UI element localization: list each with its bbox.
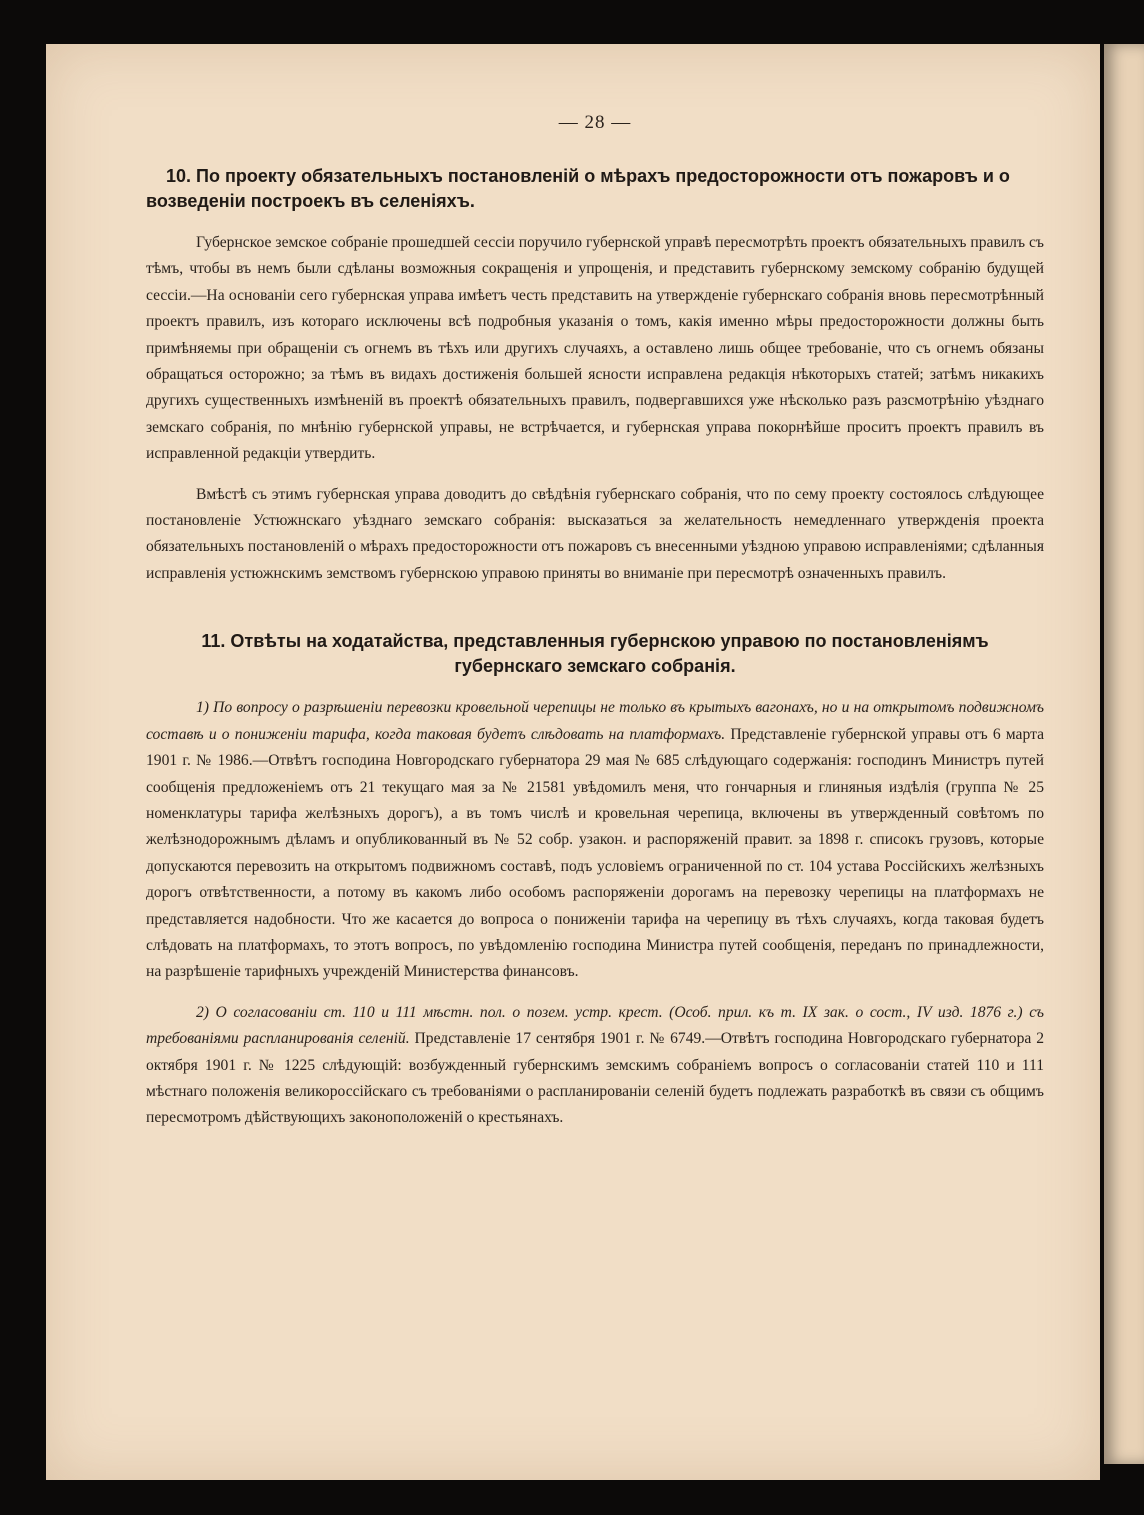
page-number: — 28 —	[558, 112, 632, 133]
section-10-paragraph-2: Вмѣстѣ съ этимъ губернская управа доводитъ до свѣдѣнія губернскаго собранія, что по сему проекту состоялось слѣдующее постановленіе Устюжнскаго уѣзднаго земскаго собранія: высказаться за желательность немедленнаго утвержденія проекта обязательныхъ постановленій о мѣрахъ предосторожности отъ пожаровъ съ внесенными уѣздною управою исправленіями; сдѣланныя исправленія устюжнскимъ земствомъ губернскою управою приняты во вниманіе при пересмотрѣ означенныхъ правилъ.	[146, 485, 1044, 582]
item-1-title: 1) По вопросу о разрѣшеніи перевозки кровельной черепицы не только въ крытыхъ вагонахъ, но и на открытомъ подвижномъ составѣ и о пониженіи тарифа, когда таковая будетъ слѣдовать на платформахъ.	[146, 699, 1044, 743]
section-gap	[146, 601, 1044, 629]
section-11-item-2	[146, 1000, 1044, 1132]
page-content	[146, 112, 1044, 1146]
document-page	[46, 44, 1100, 1480]
section-11-heading: 11. Отвѣты на ходатайства, представленныя губернскою управою по постановленіямъ губернскаго земскаго собранія.	[201, 631, 989, 677]
section-10-heading: 10. По проекту обязательныхъ постановленій о мѣрахъ предосторожности отъ пожаровъ и о возведеніи построекъ въ селеніяхъ.	[146, 166, 1010, 211]
section-10-paragraph-1: Губернское земское собраніе прошедшей сессіи поручило губернской управѣ пересмотрѣть проектъ обязательныхъ правилъ съ тѣмъ, чтобы въ немъ были сдѣланы возможныя сокращенія и упрощенія, и представить губернскому земскому собранію будущей сессіи.—На основаніи сего губернская управа имѣетъ честь представить на утвержденіе губернскаго собранія вновь пересмотрѣнный проектъ правилъ, изъ котораго исключены всѣ подробныя указанія о томъ, какія именно мѣры предосторожности должны быть примѣняемы при обращеніи съ огнемъ въ тѣхъ или другихъ случаяхъ, а оставлено лишь общее требованіе, что съ огнемъ обязаны обращаться осторожно; за тѣмъ въ видахъ достиженія большей ясности исправлена редакція нѣкоторыхъ статей; затѣмъ никакихъ другихъ существенныхъ измѣненій въ проектѣ обязательныхъ правилъ, подвергавшихся уже нѣсколько разъ разсмотрѣнію уѣзднаго земскаго собранія, по мнѣнію губернской управы, не встрѣчается, и губернская управа покорнѣйше проситъ проектъ правилъ въ исправленной редакціи утвердить.	[146, 234, 1044, 463]
section-11-item-1	[146, 695, 1044, 985]
adjacent-page-edge	[1104, 44, 1144, 1464]
item-2-title: 2) О согласованіи ст. 110 и 111 мѣстн. пол. о позем. устр. крест. (Особ. прил. къ т. IX зак. о сост., IV изд. 1876 г.) съ требованіями распланированія селеній.	[146, 1003, 1044, 1048]
item-1-body: Представленіе губернской управы отъ 6 марта 1901 г. № 1986.—Отвѣтъ господина Новгородскаго губернатора 29 мая № 685 слѣдующаго содержанія: господинъ Министръ путей сообщенія предложеніемъ отъ 21 текущаго мая за № 21581 увѣдомилъ меня, что гончарныя и глиняныя издѣлія (группа № 25 номенклатуры тарифа желѣзныхъ дорогъ), а въ томъ числѣ и кровельная черепица, включены въ утвержденный совѣтомъ по желѣзнодорожнымъ дѣламъ и опубликованный въ № 52 собр. узакон. и распоряженій правит. за 1898 г. списокъ грузовъ, которые допускаются перевозить на открытомъ подвижномъ составѣ, подъ условіемъ ограниченной по ст. 104 устава Россійскихъ желѣзныхъ дорогъ отвѣтственности, а потому въ какомъ либо особомъ распоряженіи дорогамъ на перевозку черепицы на платформахъ не представляется надобности. Что же касается до вопроса о пониженіи тарифа на черепицу въ тѣхъ случаяхъ, когда таковая будетъ слѣдовать на платформахъ, то этотъ вопросъ, по увѣдомленію господина Министра путей сообщенія, переданъ по принадлежности, на разрѣшеніе тарифныхъ учрежденій Министерства финансовъ.	[146, 725, 1044, 981]
item-2-body: Представленіе 17 сентября 1901 г. № 6749.—Отвѣтъ господина Новгородскаго губернатора 2 октября 1901 г. № 1225 слѣдующій: возбужденный губернскимъ земскимъ собраніемъ вопросъ о согласованіи статей 110 и 111 мѣстнаго положенія великороссійскаго съ требованіями о распланированіи селеній будетъ подлежать разработкѣ въ связи съ общимъ пересмотромъ дѣйствующихъ законоположеній о крестьянахъ.	[146, 1030, 1044, 1127]
